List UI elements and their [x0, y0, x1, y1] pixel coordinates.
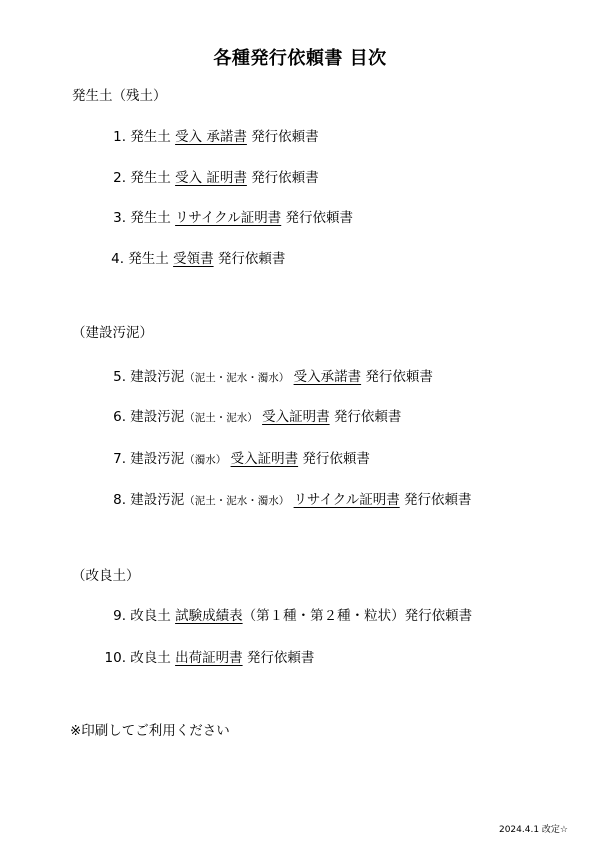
list-item[interactable]: [104, 365, 433, 385]
item-qualifier: （泥土・泥水・濁水）: [184, 372, 290, 384]
item-suffix: 発行依頼書: [285, 210, 354, 226]
list-item[interactable]: [102, 247, 285, 267]
item-number: 8.: [113, 492, 126, 508]
item-number: 3.: [113, 210, 126, 226]
document-link[interactable]: 試験成績表: [175, 608, 243, 624]
section-heading-kairyodo: （改良土）: [72, 568, 140, 584]
item-number: 6.: [113, 409, 126, 425]
item-suffix: 発行依頼書: [365, 369, 433, 385]
list-item[interactable]: [104, 166, 319, 186]
item-prefix: 建設汚泥: [130, 451, 185, 467]
item-suffix: 発行依頼書: [333, 409, 402, 425]
document-link[interactable]: リサイクル証明書: [175, 210, 282, 226]
item-qualifier: （濁水）: [184, 454, 227, 466]
list-item[interactable]: [104, 447, 370, 467]
item-qualifier: （泥土・泥水）: [184, 412, 258, 424]
document-link[interactable]: 出荷証明書: [175, 650, 243, 666]
list-item[interactable]: [104, 405, 401, 425]
page-title: 各種発行依頼書 目次: [213, 48, 387, 69]
print-note: ※印刷してご利用ください: [70, 723, 230, 739]
item-number: 9.: [113, 608, 126, 624]
item-number: 2.: [113, 170, 126, 186]
list-item[interactable]: [104, 125, 319, 145]
list-item[interactable]: [104, 488, 472, 508]
item-number: 7.: [113, 451, 126, 467]
item-prefix: 発生土: [130, 170, 171, 186]
item-prefix: 建設汚泥: [130, 369, 185, 385]
item-prefix: 建設汚泥: [130, 409, 185, 425]
item-number: 1.: [113, 129, 126, 145]
item-suffix: 発行依頼書: [302, 451, 370, 467]
document-link[interactable]: 受入承諾書: [293, 369, 362, 385]
item-suffix: 発行依頼書: [251, 170, 319, 186]
item-prefix: 発生土: [128, 251, 169, 267]
item-suffix: 発行依頼書: [404, 492, 472, 508]
item-suffix: 発行依頼書: [217, 251, 286, 267]
item-suffix: （第１種・第２種・粒状）発行依頼書: [242, 608, 473, 624]
document-link[interactable]: 受入証明書: [230, 451, 299, 467]
item-prefix: 発生土: [130, 129, 171, 145]
item-number: 10.: [104, 650, 126, 666]
document-link[interactable]: 受入 証明書: [175, 170, 247, 186]
document-link[interactable]: 受入証明書: [262, 409, 330, 425]
item-suffix: 発行依頼書: [246, 650, 315, 666]
section-heading-hasseido: 発生土（残土）: [72, 88, 167, 104]
document-link[interactable]: リサイクル証明書: [293, 492, 400, 508]
item-number: 5.: [113, 369, 126, 385]
revision-date: 2024.4.1 改定☆: [498, 825, 568, 835]
section-heading-kensetsu-odei: （建設汚泥）: [72, 325, 153, 341]
list-item[interactable]: [104, 206, 353, 226]
list-item[interactable]: [96, 646, 314, 666]
item-prefix: 建設汚泥: [130, 492, 185, 508]
list-item[interactable]: [104, 604, 472, 624]
document-link[interactable]: 受領書: [173, 251, 214, 267]
item-qualifier: （泥土・泥水・濁水）: [184, 495, 290, 507]
item-number: 4.: [111, 251, 124, 267]
item-suffix: 発行依頼書: [251, 129, 319, 145]
document-link[interactable]: 受入 承諾書: [175, 129, 247, 145]
item-prefix: 発生土: [130, 210, 171, 226]
item-prefix: 改良土: [130, 650, 171, 666]
item-prefix: 改良土: [130, 608, 171, 624]
